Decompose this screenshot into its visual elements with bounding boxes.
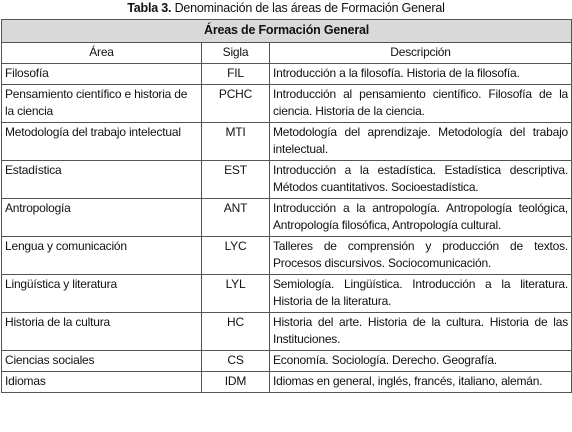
table-row: [2, 85, 572, 123]
cell-area: Estadística: [2, 161, 202, 199]
header-descripcion: Descripción: [270, 43, 572, 64]
table-row: [2, 199, 572, 237]
cell-descripcion: Introducción a la estadística. Estadística descriptiva. Métodos cuantitativos. Socioestadística.: [270, 161, 572, 199]
cell-area: Lengua y comunicación: [2, 237, 202, 275]
cell-sigla: CS: [202, 351, 270, 372]
cell-descripcion: Introducción al pensamiento científico. Filosofía de la ciencia. Historia de la ciencia.: [270, 85, 572, 123]
cell-area: Pensamiento científico e historia de la ciencia: [2, 85, 202, 123]
caption-text: Denominación de las áreas de Formación General: [174, 1, 445, 15]
table-group-title: Áreas de Formación General: [2, 20, 572, 43]
cell-descripcion: Introducción a la antropología. Antropología teológica, Antropología filosófica, Antropología cultural.: [270, 199, 572, 237]
cell-sigla: LYC: [202, 237, 270, 275]
table-row: [2, 123, 572, 161]
caption-label: Tabla 3.: [127, 1, 172, 15]
cell-descripcion: Metodología del aprendizaje. Metodología del trabajo intelectual.: [270, 123, 572, 161]
cell-sigla: ANT: [202, 199, 270, 237]
cell-area: Lingüística y literatura: [2, 275, 202, 313]
cell-area: Antropología: [2, 199, 202, 237]
table-row: [2, 64, 572, 85]
cell-descripcion: Semiología. Lingüística. Introducción a la literatura. Historia de la literatura.: [270, 275, 572, 313]
table-row: [2, 237, 572, 275]
cell-sigla: LYL: [202, 275, 270, 313]
cell-descripcion: Introducción a la filosofía. Historia de la filosofía.: [270, 64, 572, 85]
header-sigla: Sigla: [202, 43, 270, 64]
cell-area: Ciencias sociales: [2, 351, 202, 372]
cell-descripcion: Talleres de comprensión y producción de textos. Procesos discursivos. Sociocomunicación.: [270, 237, 572, 275]
table-caption: [0, 0, 572, 19]
cell-sigla: MTI: [202, 123, 270, 161]
cell-descripcion: Historia del arte. Historia de la cultura. Historia de las Instituciones.: [270, 313, 572, 351]
table-row: [2, 351, 572, 372]
table-group-header-row: [2, 20, 572, 43]
cell-descripcion: Economía. Sociología. Derecho. Geografía.: [270, 351, 572, 372]
cell-sigla: PCHC: [202, 85, 270, 123]
cell-sigla: HC: [202, 313, 270, 351]
cell-area: Filosofía: [2, 64, 202, 85]
table-row: [2, 313, 572, 351]
cell-sigla: IDM: [202, 372, 270, 393]
cell-area: Historia de la cultura: [2, 313, 202, 351]
table-row: [2, 161, 572, 199]
table-row: [2, 372, 572, 393]
cell-sigla: EST: [202, 161, 270, 199]
cell-area: Metodología del trabajo intelectual: [2, 123, 202, 161]
cell-descripcion: Idiomas en general, inglés, francés, italiano, alemán.: [270, 372, 572, 393]
table-row: [2, 275, 572, 313]
cell-sigla: FIL: [202, 64, 270, 85]
header-area: Área: [2, 43, 202, 64]
cell-area: Idiomas: [2, 372, 202, 393]
areas-table: [1, 19, 572, 393]
table-header-row: [2, 43, 572, 64]
